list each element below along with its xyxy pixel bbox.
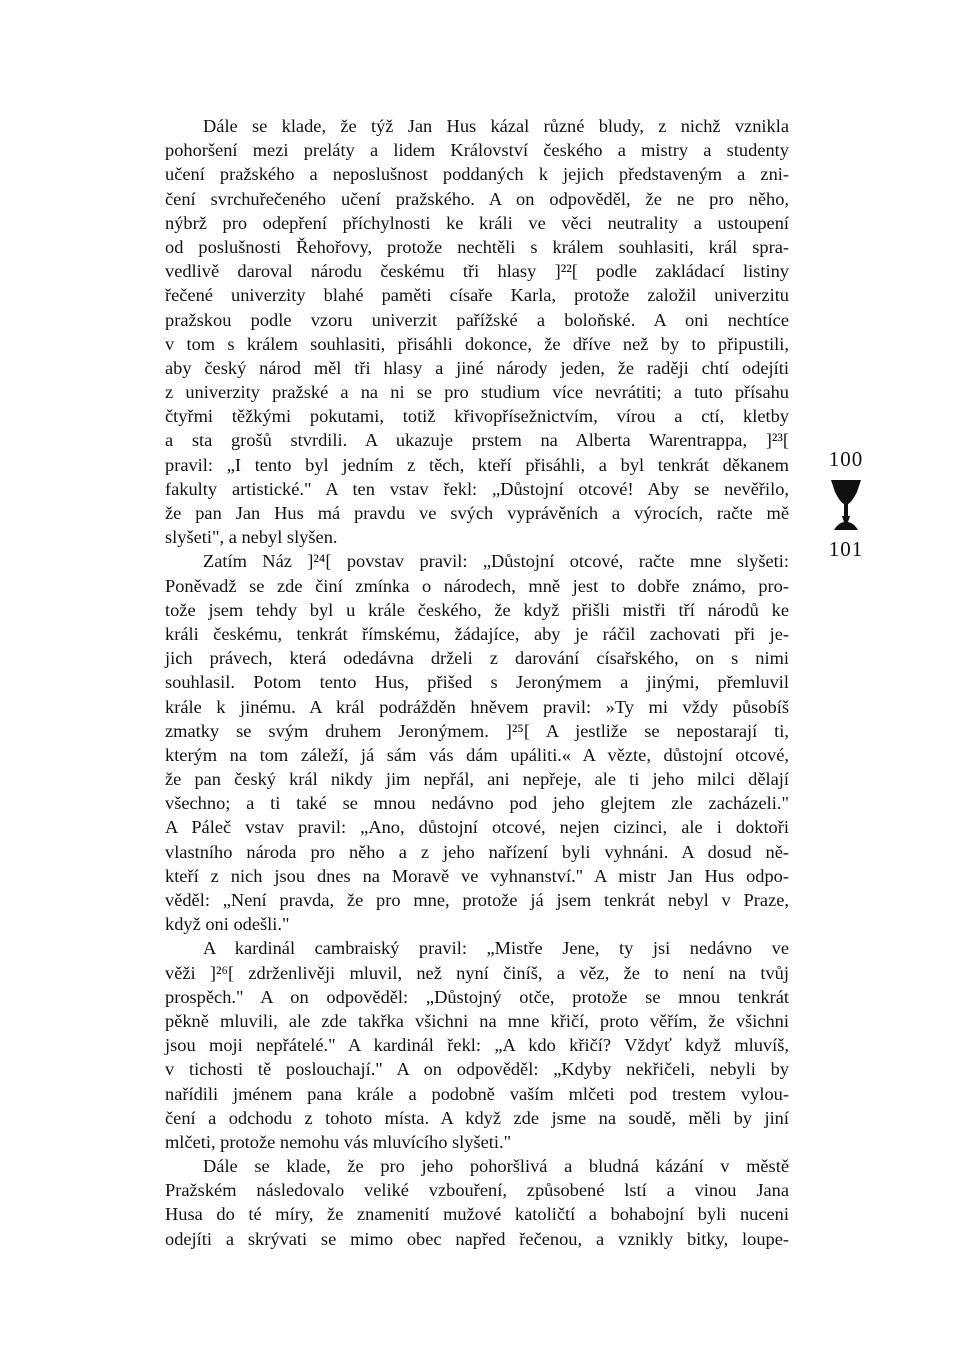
text-line: Husa do té míry, že znamenití mužové katoličtí a bohabojní byli nuceni <box>165 1204 789 1225</box>
text-line: A Páleč vstav pravil: „Ano, důstojní otcové, nejen cizinci, ale i doktoři <box>165 817 789 838</box>
text-line: nýbrž pro odepření příchylnosti ke králi ve věci neutrality a ustoupení <box>165 212 789 233</box>
text-line: nařídili jménem pana krále a podobně vaším mlčeti pod trestem vylou- <box>165 1083 789 1104</box>
text-line: aby český národ měl tři hlasy a jiné národy jeden, že raději chtí odejíti <box>165 357 789 378</box>
text-line: čtyřmi těžkými pokutami, totiž křivopřísežnictvím, vírou a ctí, kletby <box>165 406 789 427</box>
text-line: prospěch." A on odpověděl: „Důstojný otče, protože se mnou tenkrát <box>165 986 789 1007</box>
text-line: Dále se klade, že pro jeho pohoršlivá a bludná kázání v městě <box>203 1156 789 1177</box>
text-line: v tichosti tě poslouchají." A on odpověděl: „Kdyby nekřičeli, nebyli by <box>165 1059 789 1080</box>
text-line: od poslušnosti Řehořovy, protože nechtěli s králem souhlasiti, král spra- <box>165 236 789 257</box>
text-line: že pan český král nikdy jim nepřál, ani nepřeje, ale ti jeho milci dělají <box>165 769 789 790</box>
text-line: souhlasil. Potom tento Hus, přišed s Jeronýmem a jinými, přemluvil <box>165 672 789 693</box>
text-line: fakulty artistické." A ten vstav řekl: „Důstojní otcové! Aby se nevěřilo, <box>165 478 789 499</box>
text-line: věži ]²⁶[ zdrženlivěji mluvil, než nyní činíš, a věz, že to není na tvůj <box>165 962 789 983</box>
text-line: kterým na tom záleží, já sám vás dám upáliti.« A vězte, důstojní otcové, <box>165 744 789 765</box>
text-line: odejíti a skrývati se mimo obec napřed řečenou, a vznikly bitky, loupe- <box>165 1228 789 1249</box>
text-line: čení a odchodu z tohoto místa. A když zde jsme na soudě, měli by jiní <box>165 1107 789 1128</box>
text-line: králi českému, tenkrát římskému, žádajíce, aby je ráčil zachovati při je- <box>165 623 789 644</box>
text-line: učení pražského a neposlušnost poddaných k jejich představeným a zni- <box>165 164 789 185</box>
body-text <box>165 114 789 1251</box>
text-line: pohoršení mezi preláty a lidem Království českého a mistry a studenty <box>165 140 789 161</box>
text-line: věděl: „Není pravda, že pro mne, protože já jsem tenkrát nebyl v Praze, <box>165 890 789 910</box>
chalice-icon <box>828 478 864 534</box>
text-line: když oni odešli." <box>165 914 290 935</box>
text-line: krále k jinému. A král podrážděn hněvem pravil: »Ty mi vždy působíš <box>165 696 789 717</box>
text-line: vedlivě daroval národu českému tři hlasy ]²²[ podle zakládací listiny <box>165 261 789 282</box>
original-page-number-101: 101 <box>828 537 864 561</box>
text-line: že pan Jan Hus má pravdu ve svých vyprávěních a výrocích, račte mě <box>165 503 789 523</box>
text-line: z univerzity pražské a na ni se pro studium více nevrátiti; a tuto přísahu <box>165 382 789 403</box>
text-line: pravil: „I tento byl jedním z těch, kteří přisáhli, a byl tenkrát děkanem <box>165 454 789 475</box>
text-line: jsou moji nepřátelé." A kardinál řekl: „A kdo křičí? Vždyť když mluvíš, <box>165 1035 789 1056</box>
text-line: jich právech, která odedávna drželi z darování císařského, on s nimi <box>165 648 789 669</box>
text-line: slyšeti", a nebyl slyšen. <box>165 527 338 548</box>
text-line: čení svrchuřečeného učení pražského. A on odpověděl, že ne pro něho, <box>165 188 789 209</box>
text-line: Zatím Náz ]²⁴[ povstav pravil: „Důstojní otcové, račte mne slyšeti: <box>203 551 789 572</box>
text-line: v tom s králem souhlasiti, přisáhli dokonce, že dříve než by to připustili, <box>165 333 789 354</box>
text-line: tože jsem tehdy byl u krále českého, že když přišli mistři tří národů ke <box>165 599 789 620</box>
text-line: zmatky se svým druhem Jeronýmem. ]²⁵[ A jestliže se nepostarají ti, <box>165 720 789 741</box>
text-line: řečené univerzity blahé paměti císaře Karla, protože založil univerzitu <box>165 285 789 306</box>
text-line: pěkně mluvili, ale zde takřka všichni na mne křičí, proto věřím, že všichni <box>165 1010 789 1031</box>
text-line: Poněvadž se zde činí zmínka o národech, mně jest to dobře známo, pro- <box>165 575 789 596</box>
text-line: mlčeti, protože nemohu vás mluvícího slyšeti." <box>165 1131 512 1152</box>
original-page-number-100: 100 <box>828 447 864 471</box>
text-line: vlastního národa pro něho a z jeho nařízení byli vyhnáni. A dosud ně- <box>165 841 789 862</box>
text-line: všechno; a ti také se mnou nedávno pod jeho glejtem zle zacházeli." <box>165 793 789 814</box>
text-line: kteří z nich jsou dnes na Moravě ve vyhnanství." A mistr Jan Hus odpo- <box>165 865 789 886</box>
text-line: pražskou podle vzoru univerzit pařížské a boloňské. A oni nechtíce <box>165 309 789 330</box>
text-line: A kardinál cambraiský pravil: „Mistře Jene, ty jsi nedávno ve <box>203 938 789 959</box>
text-line: a sta grošů stvrdili. A ukazuje prstem na Alberta Warentrappa, ]²³[ <box>165 430 789 451</box>
text-line: Pražském následovalo veliké vzbouření, způsobené lstí a vinou Jana <box>165 1180 789 1201</box>
text-line: Dále se klade, že týž Jan Hus kázal různé bludy, z nichž vznikla <box>203 116 789 136</box>
